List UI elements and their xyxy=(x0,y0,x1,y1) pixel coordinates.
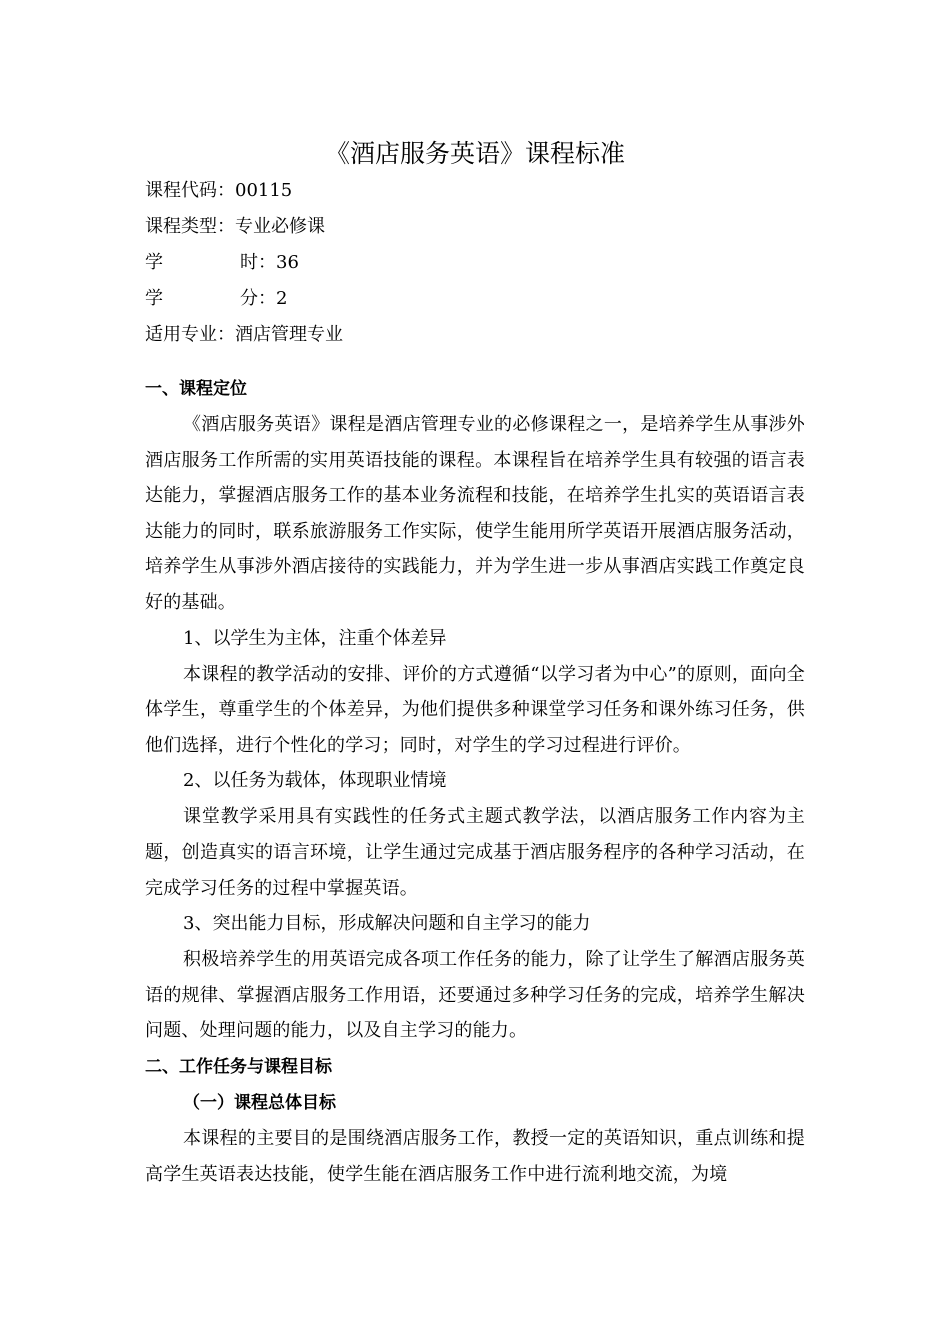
course-credits-value: 2 xyxy=(276,288,288,309)
course-hours-label-b: 时： xyxy=(240,252,276,273)
course-hours-line xyxy=(145,245,805,281)
point-3-title: 3、突出能力目标，形成解决问题和自主学习的能力 xyxy=(183,913,591,935)
point-2-text: 课堂教学采用具有实践性的任务式主题式教学法，以酒店服务工作内容为主题，创造真实的语言环境，让学生通过完成基于酒店服务程序的各种学习活动，在完成学习任务的过程中掌握英语。 xyxy=(145,806,805,899)
section-positioning-intro: 《酒店服务英语》课程是酒店管理专业的必修课程之一，是培养学生从事涉外酒店服务工作所需的实用英语技能的课程。本课程旨在培养学生具有较强的语言表达能力，掌握酒店服务工作的基本业务流程和技能，在培养学生扎实的英语语言表达能力的同时，联系旅游服务工作实际，使学生能用所学英语开展酒店服务活动，培养学生从事涉外酒店接待的实践能力，并为学生进一步从事酒店实践工作奠定良好的基础。 xyxy=(145,414,805,613)
subheading-overall-goal: （一）课程总体目标 xyxy=(183,1092,336,1113)
course-type-line xyxy=(145,209,805,245)
course-code-label: 课程代码： xyxy=(145,180,235,201)
section-spacer xyxy=(145,353,805,371)
course-type-label: 课程类型： xyxy=(145,216,235,237)
course-credits-line xyxy=(145,281,805,317)
course-type-value: 专业必修课 xyxy=(235,216,325,237)
point-1-title: 1、以学生为主体，注重个体差异 xyxy=(183,627,447,649)
course-credits-label-a: 学 xyxy=(145,288,163,309)
page-title: 《酒店服务英语》课程标准 xyxy=(324,139,625,168)
section-heading-tasks-goals: 二、工作任务与课程目标 xyxy=(145,1056,332,1077)
course-code-value: 00115 xyxy=(235,180,293,201)
applicable-major-value: 酒店管理专业 xyxy=(235,324,343,345)
course-hours-value: 36 xyxy=(276,252,299,273)
point-3-text: 积极培养学生的用英语完成各项工作任务的能力，除了让学生了解酒店服务英语的规律、掌握酒店服务工作用语，还要通过多种学习任务的完成，培养学生解决问题、处理问题的能力，以及自主学习的能力。 xyxy=(145,949,805,1042)
point-2-title: 2、以任务为载体，体现职业情境 xyxy=(183,770,447,792)
point-1-text: 本课程的教学活动的安排、评价的方式遵循“以学习者为中心”的原则，面向全体学生，尊重学生的个体差异，为他们提供多种课堂学习任务和课外练习任务，供他们选择，进行个性化的学习；同时，对学生的学习过程进行评价。 xyxy=(145,663,805,756)
course-code-line xyxy=(145,173,805,209)
course-credits-label-b: 分： xyxy=(240,288,276,309)
section-heading-positioning: 一、课程定位 xyxy=(145,379,247,399)
course-hours-label-a: 学 xyxy=(145,252,163,273)
applicable-major-line xyxy=(145,317,805,353)
overall-goal-text: 本课程的主要目的是围绕酒店服务工作，教授一定的英语知识，重点训练和提高学生英语表达技能，使学生能在酒店服务工作中进行流利地交流，为境 xyxy=(145,1127,805,1185)
applicable-major-label: 适用专业： xyxy=(145,324,235,345)
document-body xyxy=(145,135,805,1192)
